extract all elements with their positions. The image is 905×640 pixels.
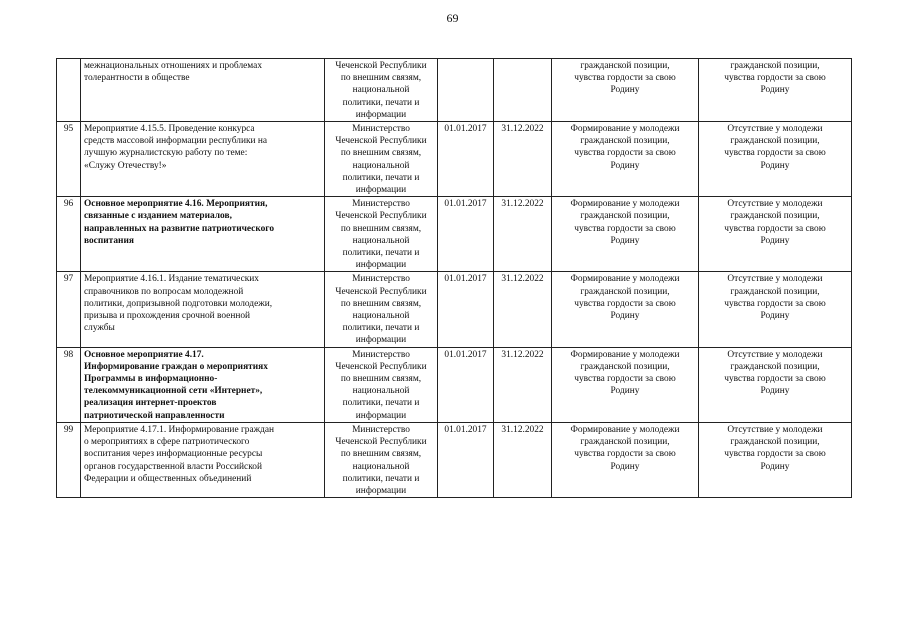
expected-result-cell: Формирование у молодежи гражданской позиции, чувства гордости за свою Родину (552, 422, 699, 497)
table-row (57, 122, 852, 197)
measure-name-cell: Мероприятие 4.16.1. Издание тематических справочников по вопросам молодежной политики, допризывной подготовки молодежи, призыва и прохождения срочной военной службы (81, 272, 325, 347)
row-number-cell: 98 (57, 347, 81, 422)
executor-cell: Чеченской Республики по внешним связям, национальной политики, печати и информации (325, 59, 438, 122)
end-date-cell: 31.12.2022 (494, 197, 552, 272)
consequence-cell: Отсутствие у молодежи гражданской позиции, чувства гордости за свою Родину (699, 272, 852, 347)
end-date-cell (494, 59, 552, 122)
table-row (57, 422, 852, 497)
executor-cell: Министерство Чеченской Республики по внешним связям, национальной политики, печати и информации (325, 122, 438, 197)
executor-cell: Министерство Чеченской Республики по внешним связям, национальной политики, печати и информации (325, 197, 438, 272)
start-date-cell: 01.01.2017 (438, 422, 494, 497)
start-date-cell: 01.01.2017 (438, 347, 494, 422)
measure-name-cell: Мероприятие 4.17.1. Информирование граждан о мероприятиях в сфере патриотического воспитания через информационные ресурсы органов государственной власти Российской Федерации и общественных объединений (81, 422, 325, 497)
start-date-cell: 01.01.2017 (438, 197, 494, 272)
main-measure-name-cell: Основное мероприятие 4.17. Информирование граждан о мероприятиях Программы в информационно- телекоммуникационной сети «Интернет», реализация интернет-проектов патриотической направленности (81, 347, 325, 422)
row-number-cell: 97 (57, 272, 81, 347)
end-date-cell: 31.12.2022 (494, 122, 552, 197)
expected-result-cell: Формирование у молодежи гражданской позиции, чувства гордости за свою Родину (552, 347, 699, 422)
measure-name-cell: межнациональных отношениях и проблемах толерантности в обществе (81, 59, 325, 122)
row-number-cell (57, 59, 81, 122)
table-row (57, 197, 852, 272)
measure-name-cell: Мероприятие 4.15.5. Проведение конкурса средств массовой информации республики на лучшую журналистскую работу по теме: «Служу Отечеству!» (81, 122, 325, 197)
table-row (57, 347, 852, 422)
program-table (56, 58, 852, 498)
consequence-cell: Отсутствие у молодежи гражданской позиции, чувства гордости за свою Родину (699, 422, 852, 497)
start-date-cell (438, 59, 494, 122)
row-number-cell: 95 (57, 122, 81, 197)
expected-result-cell: гражданской позиции, чувства гордости за свою Родину (552, 59, 699, 122)
consequence-cell: гражданской позиции, чувства гордости за свою Родину (699, 59, 852, 122)
end-date-cell: 31.12.2022 (494, 347, 552, 422)
end-date-cell: 31.12.2022 (494, 272, 552, 347)
table-row (57, 272, 852, 347)
expected-result-cell: Формирование у молодежи гражданской позиции, чувства гордости за свою Родину (552, 197, 699, 272)
page-number: 69 (446, 11, 459, 25)
start-date-cell: 01.01.2017 (438, 122, 494, 197)
main-measure-name-cell: Основное мероприятие 4.16. Мероприятия, связанные с изданием материалов, направленных на развитие патриотического воспитания (81, 197, 325, 272)
start-date-cell: 01.01.2017 (438, 272, 494, 347)
table-row (57, 59, 852, 122)
expected-result-cell: Формирование у молодежи гражданской позиции, чувства гордости за свою Родину (552, 122, 699, 197)
executor-cell: Министерство Чеченской Республики по внешним связям, национальной политики, печати и информации (325, 347, 438, 422)
executor-cell: Министерство Чеченской Республики по внешним связям, национальной политики, печати и информации (325, 422, 438, 497)
row-number-cell: 99 (57, 422, 81, 497)
executor-cell: Министерство Чеченской Республики по внешним связям, национальной политики, печати и информации (325, 272, 438, 347)
end-date-cell: 31.12.2022 (494, 422, 552, 497)
consequence-cell: Отсутствие у молодежи гражданской позиции, чувства гордости за свою Родину (699, 122, 852, 197)
consequence-cell: Отсутствие у молодежи гражданской позиции, чувства гордости за свою Родину (699, 347, 852, 422)
expected-result-cell: Формирование у молодежи гражданской позиции, чувства гордости за свою Родину (552, 272, 699, 347)
consequence-cell: Отсутствие у молодежи гражданской позиции, чувства гордости за свою Родину (699, 197, 852, 272)
row-number-cell: 96 (57, 197, 81, 272)
